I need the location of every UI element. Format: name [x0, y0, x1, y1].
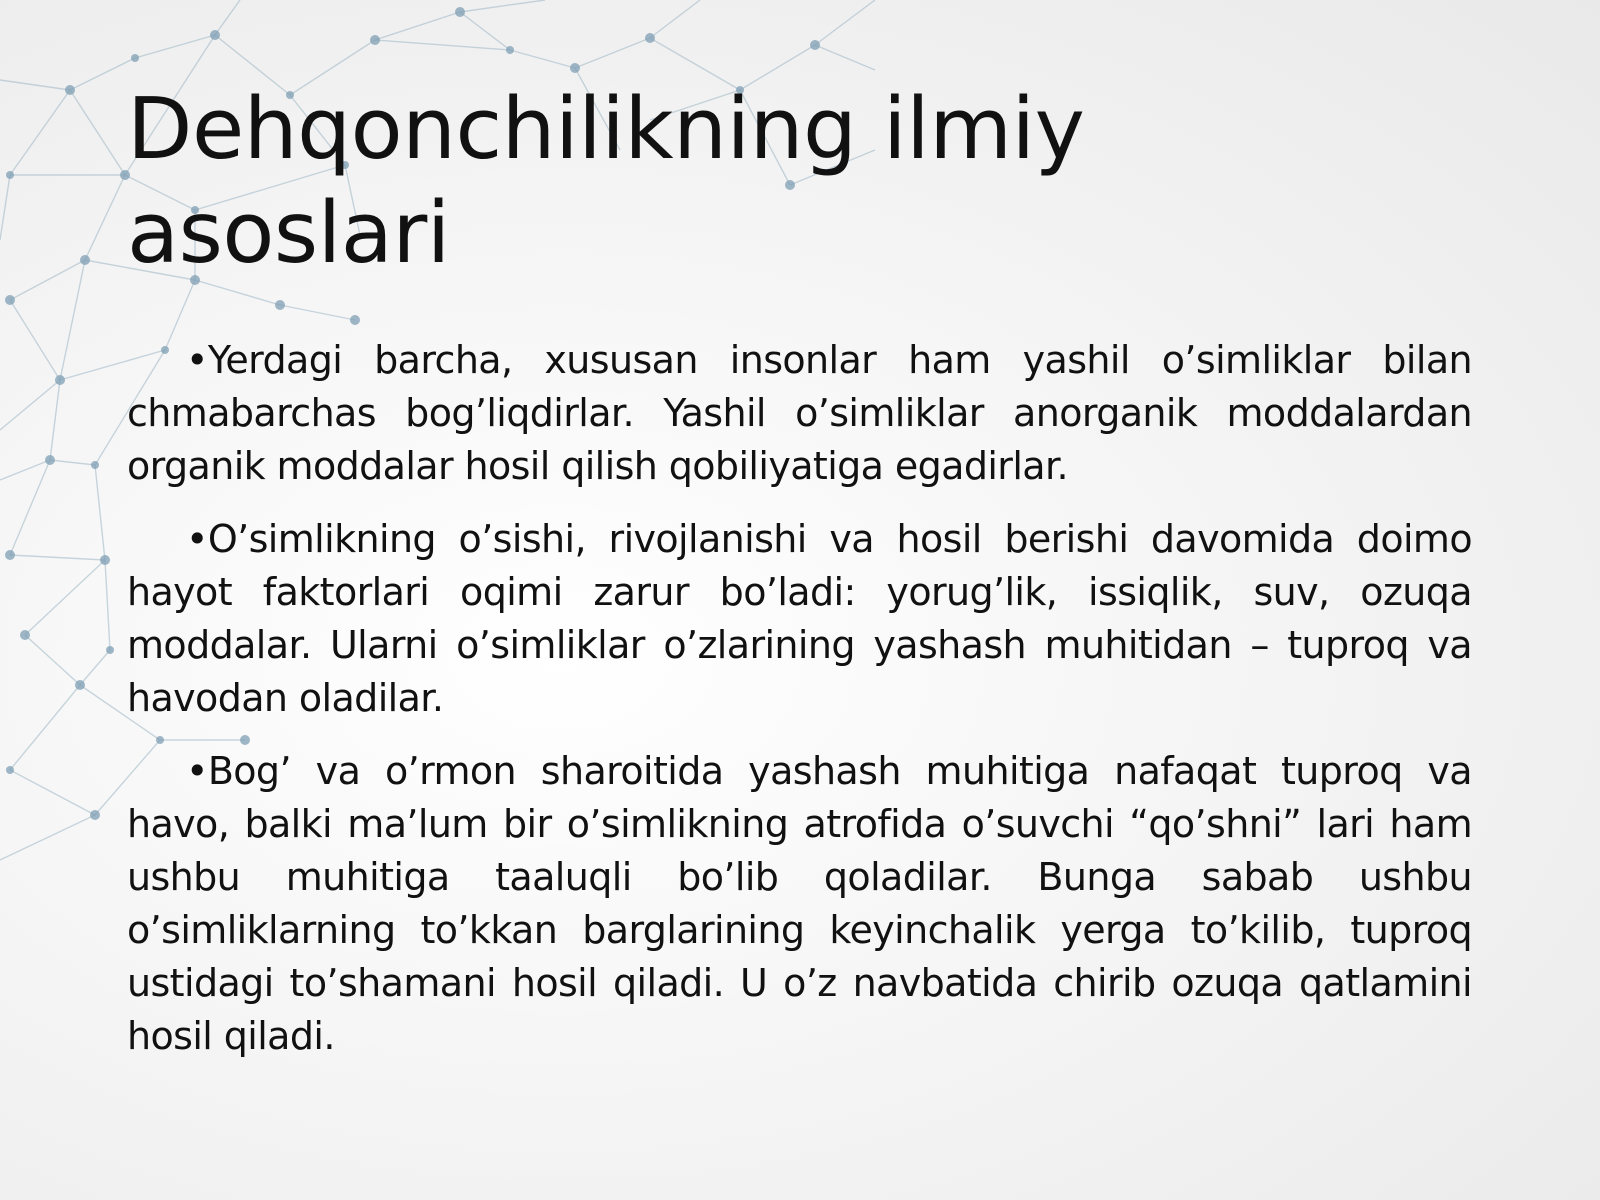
- slide-body: [127, 334, 1472, 1083]
- slide-title: Dehqonchilikning ilmiy asoslari: [127, 80, 1085, 283]
- bullet-paragraph-3: •Bog’ va o’rmon sharoitida yashash muhitiga nafaqat tuproq va havo, balki ma’lum bir o’simlikning atrofida o’suvchi “qo’shni” lari ham ushbu muhitiga taaluqli bo’lib qoladilar. Bunga sabab ushbu o’simliklarning to’kkan barglarining keyinchalik yerga to’kilib, tuproq ustidagi to’shamani hosil qiladi. U o’z navbatida chirib ozuqa qatlamini hosil qiladi.: [127, 749, 1472, 1058]
- bullet-paragraph-1: •Yerdagi barcha, xususan insonlar ham yashil o’simliklar bilan chmabarchas bog’liqdirlar. Yashil o’simliklar anorganik moddalardan organik moddalar hosil qilish qobiliyatiga egadirlar.: [127, 338, 1472, 488]
- bullet-paragraph-2: •O’simlikning o’sishi, rivojlanishi va hosil berishi davomida doimo hayot faktorlari oqimi zarur bo’ladi: yorug’lik, issiqlik, suv, ozuqa moddalar. Ularni o’simliklar o’zlarining yashash muhitidan – tuproq va havodan oladilar.: [127, 517, 1472, 720]
